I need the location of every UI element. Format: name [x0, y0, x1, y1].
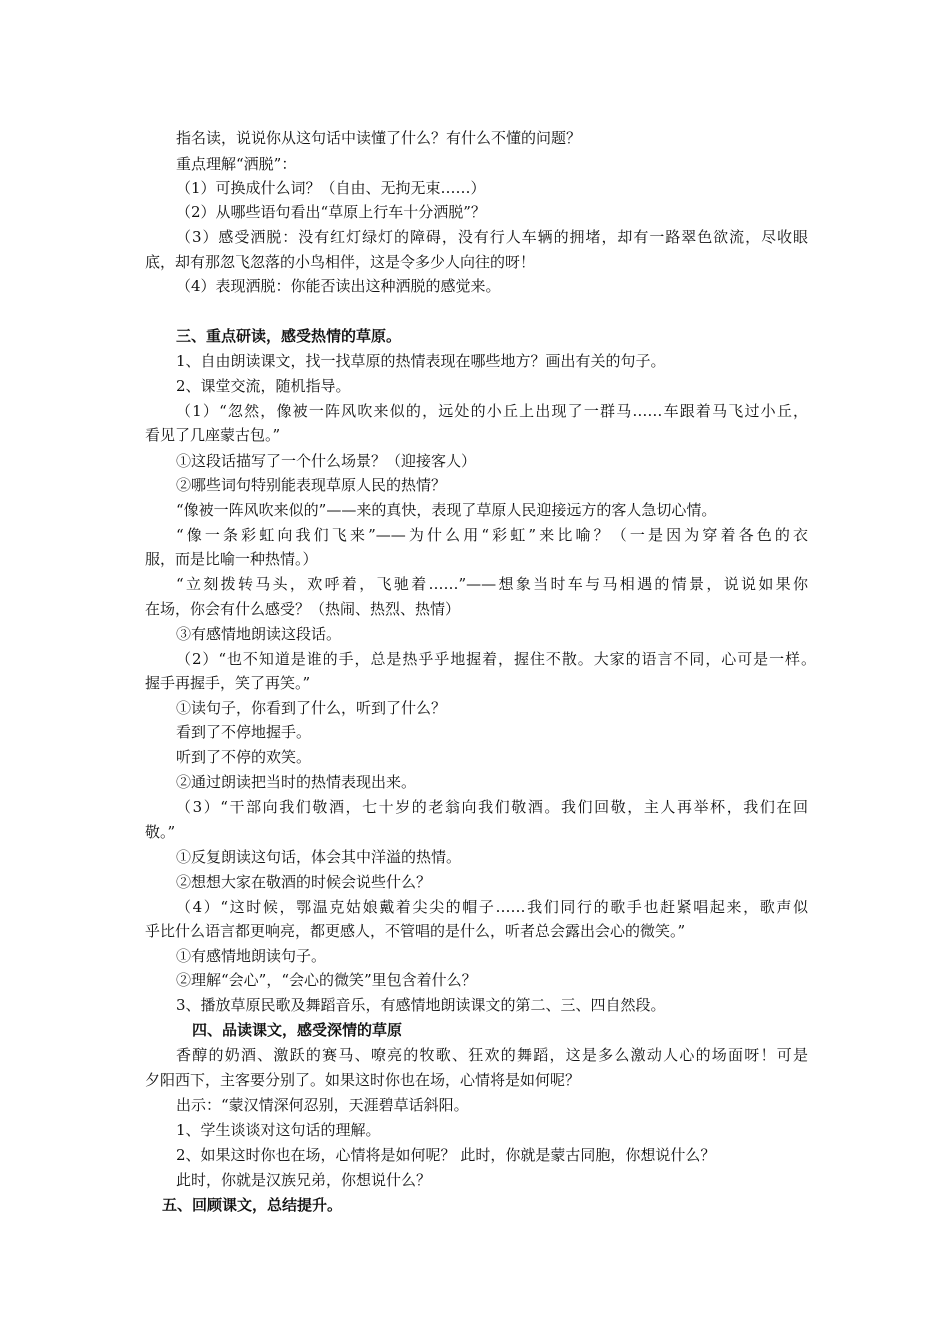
- text-line: “像一条彩虹向我们飞来”——为什么用“彩虹”来比喻？（一是因为穿着各色的衣: [176, 526, 808, 544]
- text-line: 香醇的奶酒、激跃的赛马、嘹亮的牧歌、狂欢的舞蹈，这是多么激动人心的场面呀！可是: [176, 1046, 808, 1064]
- section-heading: 四、品读课文，感受深情的草原: [192, 1021, 403, 1039]
- text-line: 1、学生谈谈对这句话的理解。: [176, 1121, 381, 1139]
- text-line: 此时，你就是汉族兄弟，你想说什么？: [176, 1171, 432, 1189]
- text-line: 看见了几座蒙古包。”: [145, 426, 281, 444]
- text-line: （1）“忽然，像被一阵风吹来似的，远处的小丘上出现了一群马……车跟着马飞过小丘，: [176, 402, 808, 420]
- text-line: ①读句子，你看到了什么，听到了什么？: [176, 699, 447, 717]
- section-heading: 五、回顾课文，总结提升。: [162, 1196, 343, 1214]
- text-line: 底，却有那忽飞忽落的小鸟相伴，这是令多少人向往的呀！: [145, 253, 536, 271]
- text-line: （3）感受洒脱：没有红灯绿灯的障碍，没有行人车辆的拥堵，却有一路翠色欲流，尽收眼: [176, 228, 808, 246]
- text-line: （4）表现洒脱：你能否读出这种洒脱的感觉来。: [176, 277, 501, 295]
- text-line: ②想想大家在敬酒的时候会说些什么？: [176, 873, 432, 891]
- text-line: （2）从哪些语句看出“草原上行车十分洒脱”？: [176, 203, 486, 221]
- text-line: （4）“这时候，鄂温克姑娘戴着尖尖的帽子……我们同行的歌手也赶紧唱起来，歌声似: [176, 898, 808, 916]
- text-line: ③有感情地朗读这段话。: [176, 625, 342, 643]
- text-line: （3）“干部向我们敬酒，七十岁的老翁向我们敬酒。我们回敬，主人再举杯，我们在回: [176, 798, 808, 816]
- text-line: 在场，你会有什么感受？（热闹、热烈、热情）: [145, 600, 461, 618]
- text-line: 1、自由朗读课文，找一找草原的热情表现在哪些地方？画出有关的句子。: [176, 352, 666, 370]
- text-line: 服，而是比喻一种热情。）: [145, 550, 318, 568]
- text-line: 握手再握手，笑了再笑。”: [145, 674, 311, 692]
- section-heading: 三、重点研读，感受热情的草原。: [176, 327, 402, 345]
- text-line: ②通过朗读把当时的热情表现出来。: [176, 773, 417, 791]
- text-line: 看到了不停地握手。: [176, 723, 312, 741]
- text-line: 3、播放草原民歌及舞蹈音乐，有感情地朗读课文的第二、三、四自然段。: [176, 996, 666, 1014]
- text-line: 重点理解“洒脱”：: [176, 155, 297, 173]
- text-line: 出示：“蒙汉情深何忍别，天涯碧草话斜阳。: [176, 1096, 469, 1114]
- text-line: 夕阳西下，主客要分别了。如果这时你也在场，心情将是如何呢？: [145, 1071, 581, 1089]
- text-line: ②哪些词句特别能表现草原人民的热情？: [176, 476, 447, 494]
- text-line: 敬。”: [145, 823, 176, 841]
- text-line: 指名读，说说你从这句话中读懂了什么？有什么不懂的问题？: [176, 129, 582, 147]
- text-line: “像被一阵风吹来似的”——来的真快，表现了草原人民迎接远方的客人急切心情。: [176, 501, 717, 519]
- text-line: 2、课堂交流，随机指导。: [176, 377, 351, 395]
- text-line: ①有感情地朗读句子。: [176, 947, 327, 965]
- text-line: ②理解“会心”，“会心的微笑”里包含着什么？: [176, 971, 477, 989]
- text-line: ①反复朗读这句话，体会其中洋溢的热情。: [176, 848, 462, 866]
- text-line: 2、如果这时你也在场，心情将是如何呢？ 此时，你就是蒙古同胞，你想说什么？: [176, 1146, 716, 1164]
- text-line: （1）可换成什么词？（自由、无拘无束……）: [176, 179, 486, 197]
- text-line: 听到了不停的欢笑。: [176, 748, 312, 766]
- text-line: （2）“也不知道是谁的手，总是热乎乎地握着，握住不散。大家的语言不同，心可是一样。: [176, 650, 816, 668]
- text-line: “立刻拨转马头，欢呼着，飞驰着……”——想象当时车与马相遇的情景，说说如果你: [176, 575, 808, 593]
- text-line: ①这段话描写了一个什么场景？（迎接客人）: [176, 452, 477, 470]
- text-line: 乎比什么语言都更响亮，都更感人，不管唱的是什么，听者总会露出会心的微笑。”: [145, 922, 686, 940]
